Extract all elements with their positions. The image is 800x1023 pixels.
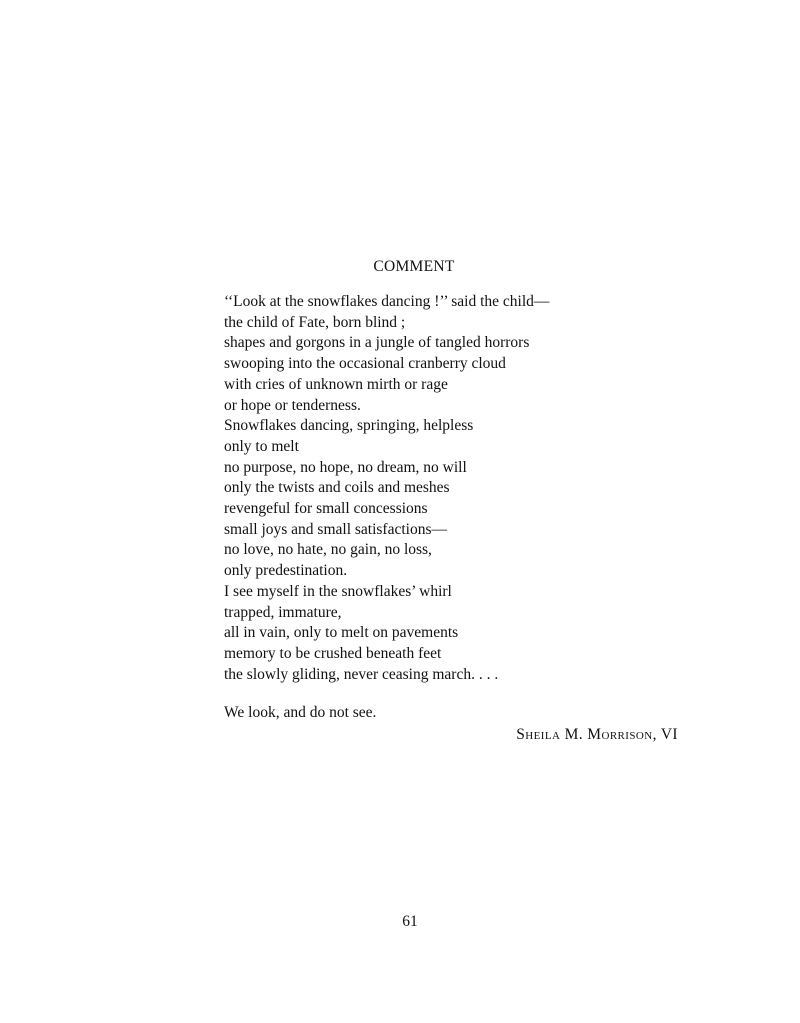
poem-line: trapped, immature,: [224, 603, 342, 621]
poem-line: all in vain, only to melt on pavements: [224, 624, 459, 642]
poem-line: the slowly gliding, never ceasing march. . . .: [224, 665, 499, 683]
poem-line: swooping into the occasional cranberry cloud: [224, 355, 506, 373]
poem-line: no purpose, no hope, no dream, no will: [224, 458, 467, 476]
author-signature: Sheila M. Morrison, VI: [516, 726, 678, 743]
page-number: 61: [402, 913, 418, 930]
poem-line: the child of Fate, born blind ;: [224, 313, 406, 331]
poem-line: or hope or tenderness.: [224, 396, 361, 414]
poem-line: revengeful for small concessions: [224, 500, 428, 518]
poem-line: shapes and gorgons in a jungle of tangled horrors: [224, 334, 530, 352]
poem-line: small joys and small satisfactions—: [224, 520, 448, 538]
poem-line: only predestination.: [224, 562, 348, 580]
poem-line: only the twists and coils and meshes: [224, 479, 450, 497]
poem-body: [224, 292, 549, 685]
poem-line: memory to be crushed beneath feet: [224, 644, 442, 662]
poem-line: only to melt: [224, 437, 299, 455]
poem-line: Snowflakes dancing, springing, helpless: [224, 417, 474, 435]
poem-line: I see myself in the snowflakes’ whirl: [224, 582, 452, 600]
poem-line: ‘‘Look at the snowflakes dancing !’’ said the child—: [224, 293, 550, 310]
closing-line: We look, and do not see.: [224, 704, 377, 721]
poem-line: no love, no hate, no gain, no loss,: [224, 541, 432, 559]
poem-line: with cries of unknown mirth or rage: [224, 375, 448, 393]
poem-title: COMMENT: [373, 258, 455, 275]
